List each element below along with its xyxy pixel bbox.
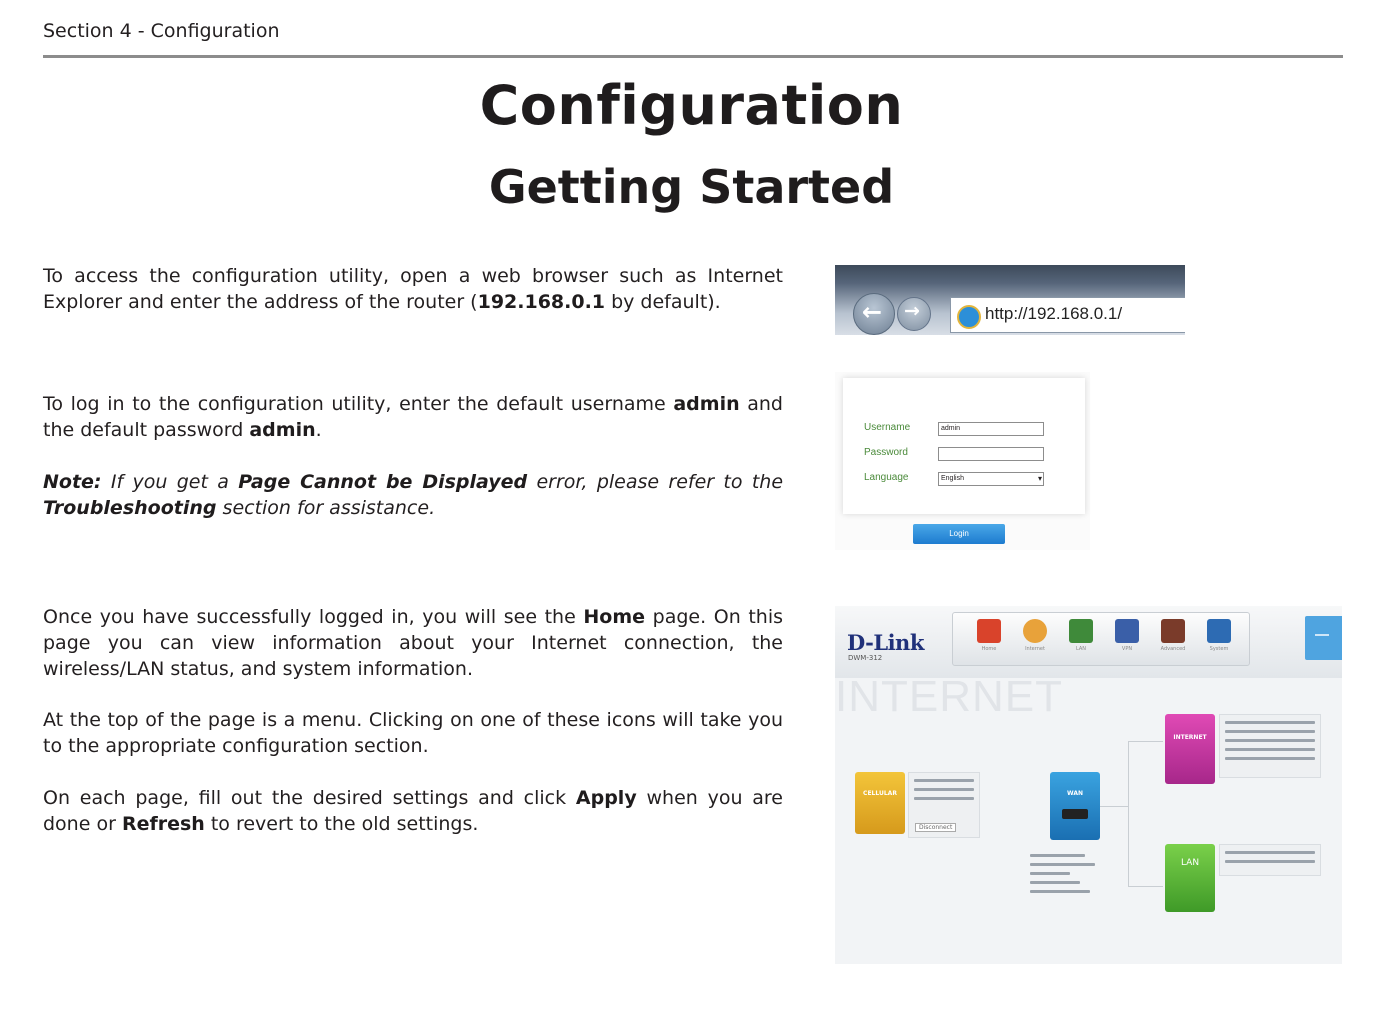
internet-explorer-icon — [957, 305, 981, 329]
cellular-card: CELLULAR — [855, 772, 905, 834]
paragraph-apply: On each page, fill out the desired settings and click Apply when you are done or Refresh to revert to the old settings. — [43, 787, 783, 835]
language-select: English ▾ — [938, 472, 1044, 486]
lan-panel — [1219, 844, 1321, 876]
connector-line — [1128, 886, 1163, 887]
login-button: Login — [913, 524, 1005, 544]
paragraph-note: Note: If you get a Page Cannot be Displayed error, please refer to the Troubleshooting section for assistance. — [43, 471, 784, 519]
internet-card: INTERNET — [1165, 714, 1215, 784]
system-info-panel — [1025, 848, 1105, 896]
home-page-image — [835, 606, 1342, 964]
internet-panel — [1219, 714, 1321, 778]
section-header: Section 4 - Configuration — [43, 20, 280, 42]
menu-lan-icon: LAN — [1061, 619, 1101, 663]
menu-system-icon: System — [1199, 619, 1239, 663]
disconnect-button: Disconnect — [915, 823, 956, 832]
forward-arrow-icon: → — [904, 300, 920, 322]
model-label: DWM-312 — [848, 654, 883, 662]
paragraph-login: To log in to the configuration utility, enter the default username admin and the default password admin. — [43, 393, 783, 441]
back-arrow-icon: ← — [862, 298, 883, 326]
paragraph-menu: At the top of the page is a menu. Clicking on one of these icons will take you to the appropriate configuration section. — [43, 709, 783, 757]
menu-vpn-icon: VPN — [1107, 619, 1147, 663]
paragraph-access: To access the configuration utility, open a web browser such as Internet Explorer and enter the address of the router (192.168.0.1 by default). — [43, 265, 783, 313]
page-title: Configuration — [479, 74, 904, 137]
internet-watermark: INTERNET — [835, 672, 1063, 721]
login-panel — [843, 378, 1085, 514]
menu-internet-icon: Internet — [1015, 619, 1055, 663]
address-bar — [950, 297, 1185, 333]
browser-address-bar-image — [835, 265, 1185, 335]
page-subtitle: Getting Started — [488, 160, 895, 214]
dlink-logo: D-Link — [847, 630, 924, 655]
lan-card: LAN — [1165, 844, 1215, 912]
side-button — [1305, 616, 1342, 660]
connector-line — [1100, 806, 1128, 807]
wan-card: WAN — [1050, 772, 1100, 840]
address-url: http://192.168.0.1/ — [985, 304, 1123, 323]
menu-advanced-icon: Advanced — [1153, 619, 1193, 663]
paragraph-home: Once you have successfully logged in, you will see the Home page. On this page you can view information about your Internet connection, the wireless/LAN status, and system information. — [43, 606, 784, 680]
username-field: admin — [938, 422, 1044, 436]
connector-line — [1128, 741, 1129, 886]
password-field — [938, 447, 1044, 461]
password-label: Password — [864, 447, 908, 458]
header-rule — [43, 55, 1343, 58]
language-label: Language — [864, 472, 909, 483]
connector-line — [1128, 741, 1163, 742]
username-label: Username — [864, 422, 911, 433]
home-menu-bar — [952, 612, 1250, 666]
menu-home-icon: Home — [969, 619, 1009, 663]
login-form-image — [835, 372, 1090, 550]
